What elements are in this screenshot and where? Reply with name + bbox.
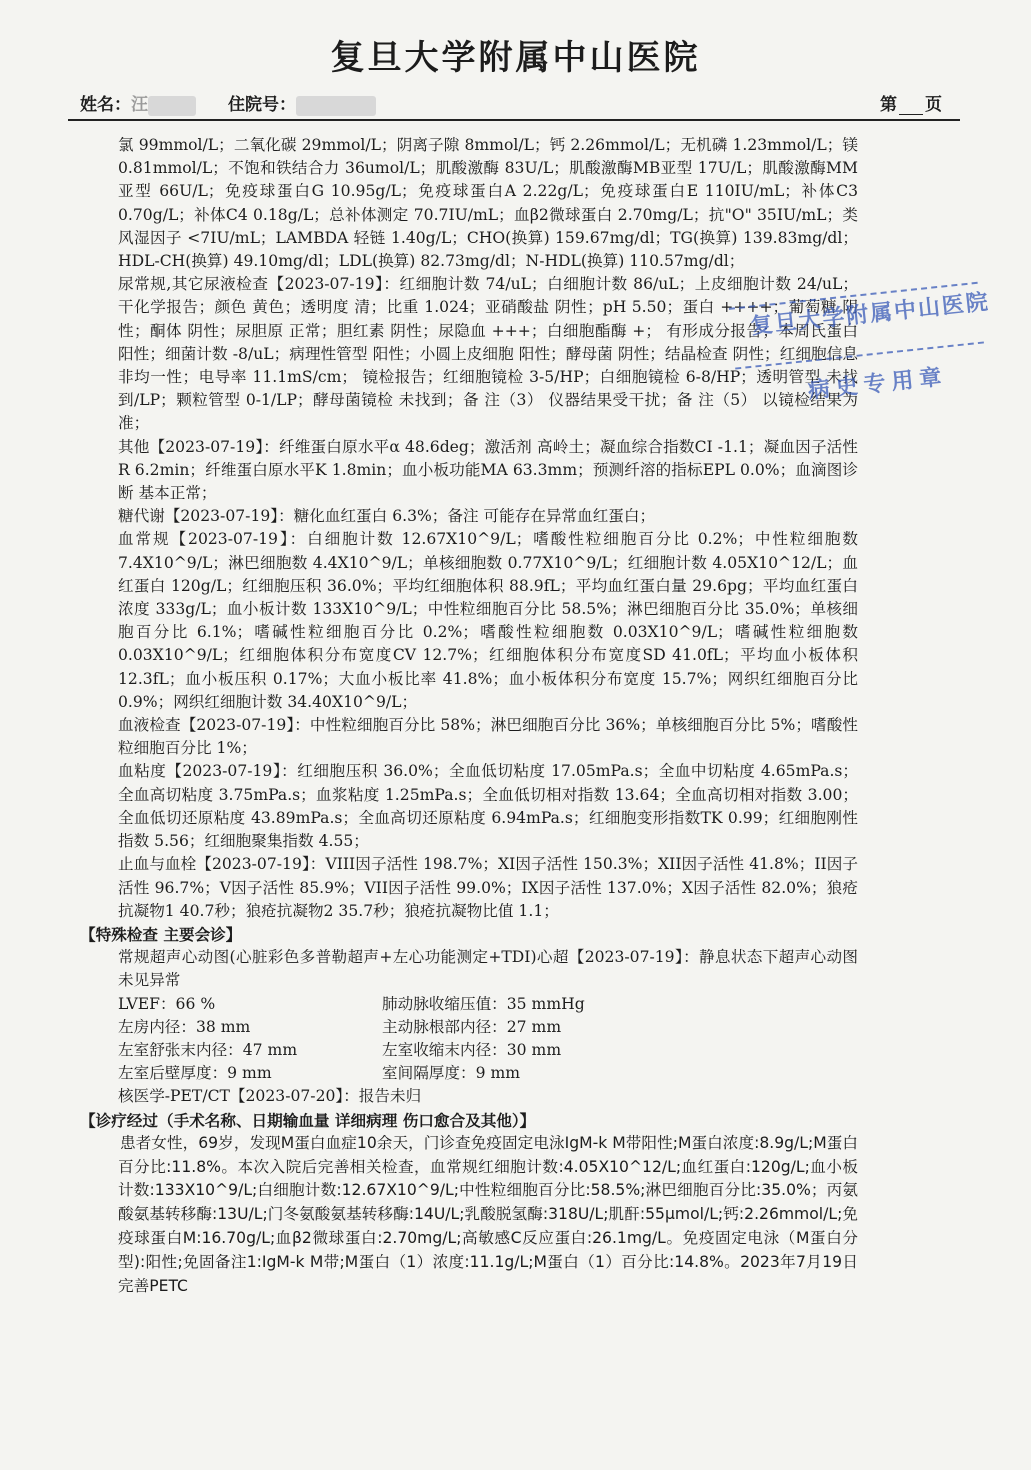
lab-blood-smear: 血液检查【2023-07-19】：中性粒细胞百分比 58%；淋巴细胞百分比 36%；单核细胞百分比 5%；嗜酸性粒细胞百分比 1%； <box>118 716 858 758</box>
admission-redaction <box>296 96 376 116</box>
lab-hemostasis: 止血与血栓【2023-07-19】：VIII因子活性 198.7%；XI因子活性 150.3%；XII因子活性 41.8%；II因子活性 96.7%；V因子活性 85.9%；VII因子活性 99.0%；IX因子活性 137.0%；X因子活性 82.0%；狼疮抗凝物1 40.7秒；狼疮抗凝物2 35.7秒；狼疮抗凝物比值 1.1； <box>118 855 858 920</box>
echo-title: 常规超声心动图(心脏彩色多普勒超声+左心功能测定+TDI)心超【2023-07-19】：静息状态下超声心动图未见异常 <box>118 948 858 990</box>
lab-viscosity: 血粘度【2023-07-19】：红细胞压积 36.0%；全血低切粘度 17.05mPa.s；全血中切粘度 4.65mPa.s；全血高切粘度 3.75mPa.s；血浆粘度 1.25mPa.s；全血低切相对指数 13.64；全血高切相对指数 3.00；全血低切还原粘度 43.89mPa.s；全血高切还原粘度 6.94mPa.s；红细胞变形指数TK 0.99；红细胞刚性指数 5.56；红细胞聚集指数 4.55； <box>118 762 858 851</box>
record-content <box>80 134 858 1298</box>
page-suffix: 页 <box>925 95 942 115</box>
page-prefix: 第 <box>880 95 897 115</box>
page-number <box>880 90 942 115</box>
hospital-title: 复旦大学附属中山医院 <box>330 38 701 78</box>
admission-number-field <box>228 90 376 116</box>
measure-lvpw: 左室后壁厚度：9 mm <box>118 1064 272 1083</box>
special-exam-heading: 【特殊检查 主要会诊】 <box>80 924 242 944</box>
name-partial: 汪 <box>131 95 148 115</box>
course-text: 患者女性，69岁，发现M蛋白血症10余天，门诊查免疫固定电泳IgM-k M带阳性;M蛋白浓度:8.9g/L;M蛋白百分比:11.8%。本次入院后完善相关检查，血常规红细胞计数:4.05X10^12/L;血红蛋白:120g/L;血小板计数:133X10^9/L;白细胞计数:12.67X10^9/L;中性粒细胞百分比:58.5%;淋巴细胞百分比:35.0%；丙氨酸氨基转移酶:13U/L;门冬氨酸氨基转移酶:14U/L;乳酸脱氢酶:318U/L;肌酐:55μmol/L;钙:2.26mmol/L;免疫球蛋白M:16.70g/L;血β2微球蛋白:2.70mg/L;高敏感C反应蛋白:26.1mg/L。免疫固定电泳（M蛋白分型):阳性;免固备注1:IgM-k M带;M蛋白（1）浓度:11.1g/L;M蛋白（1）百分比:14.8%。2023年7月19日完善PETC <box>118 1133 858 1295</box>
lab-coagulation-teg: 其他【2023-07-19】：纤维蛋白原水平α 48.6deg；激活剂 高岭土；凝血综合指数CI -1.1；凝血因子活性R 6.2min；纤维蛋白原水平K 1.8min；血小板功能MA 63.3mm；预测纤溶的指标EPL 0.0%；血滴图诊断 基本正常； <box>118 437 858 503</box>
lab-blood-routine: 血常规【2023-07-19】：白细胞计数 12.67X10^9/L；嗜酸性粒细胞百分比 0.2%；中性粒细胞数 7.4X10^9/L；淋巴细胞数 4.4X10^9/L；单核细胞数 0.77X10^9/L；红细胞计数 4.05X10^12/L；血红蛋白 120g/L；红细胞压积 36.0%；平均红细胞体积 88.9fL；平均血红蛋白量 29.6pg；平均血红蛋白浓度 333g/L；血小板计数 133X10^9/L；中性粒细胞百分比 58.5%；淋巴细胞百分比 35.0%；单核细胞百分比 6.1%；嗜碱性粒细胞百分比 0.2%；嗜酸性粒细胞数 0.03X10^9/L；嗜碱性粒细胞数 0.03X10^9/L；红细胞体积分布宽度CV 12.7%；红细胞体积分布宽度SD 41.0fL；平均血小板体积 12.3fL；血小板压积 0.17%；大血小板比率 41.8%；血小板体积分布宽度 15.7%；网织红细胞百分比 0.9%；网织红细胞计数 34.40X10^9/L； <box>118 530 858 711</box>
lab-urine: 尿常规,其它尿液检查【2023-07-19】：红细胞计数 74/uL；白细胞计数 86/uL；上皮细胞计数 24/uL； 干化学报告；颜色 黄色；透明度 清；比重 1.024；亚硝酸盐 阴性；pH 5.50；蛋白 ++++；葡萄糖 阴性；酮体 阴性；尿胆原 正常；胆红素 阴性；尿隐血 +++；白细胞酯酶 +； 有形成分报告；本周氏蛋白 阳性；细菌计数 -8/uL；病理性管型 阳性；小圆上皮细胞 阳性；酵母菌 阴性；结晶检查 阴性；红细胞信息 非均一性；电导率 11.1mS/cm； 镜检报告；红细胞镜检 3-5/HP；白细胞镜检 6-8/HP；透明管型 未找到/LP；颗粒管型 0-1/LP；酵母菌镜检 未找到；备 注（3） 仪器结果受干扰；备 注（5） 以镜检结果为准； <box>118 275 858 433</box>
measure-la: 左房内径：38 mm <box>118 1017 251 1036</box>
measure-lvedd: 左室舒张末内径：47 mm <box>118 1040 298 1059</box>
measure-lvesd: 左室收缩末内径：30 mm <box>382 1040 562 1059</box>
header-divider <box>68 119 960 121</box>
lab-glucose: 糖代谢【2023-07-19】：糖化血红蛋白 6.3%；备注 可能存在异常血红蛋白； <box>118 507 656 526</box>
name-label: 姓名： <box>80 95 131 115</box>
measure-pasp: 肺动脉收缩压值：35 mmHg <box>382 994 585 1013</box>
stamp-line1: 复旦大学附属中山医院 <box>749 289 992 340</box>
course-heading: 【诊疗经过（手术名称、日期输血量 详细病理 伤口愈合及其他）】 <box>80 1110 536 1130</box>
stamp-line2: 病史专用章 <box>806 364 949 405</box>
measure-ivs: 室间隔厚度：9 mm <box>382 1064 521 1083</box>
echo-measurements <box>118 993 858 1086</box>
petct-result: 核医学-PET/CT【2023-07-20】：报告未归 <box>118 1087 422 1106</box>
page-number-blank <box>899 96 923 115</box>
admission-label: 住院号： <box>228 95 296 115</box>
measure-lvef: LVEF：66 % <box>118 994 216 1013</box>
lab-chemistry: 氯 99mmol/L；二氧化碳 29mmol/L；阴离子隙 8mmol/L；钙 2.26mmol/L；无机磷 1.23mmol/L；镁 0.81mmol/L；不饱和铁结合力 36umol/L；肌酸激酶 83U/L；肌酸激酶MB亚型 17U/L；肌酸激酶MM亚型 66U/L；免疫球蛋白G 10.95g/L；免疫球蛋白A 2.22g/L；免疫球蛋白E 110IU/mL；补体C3 0.70g/L；补体C4 0.18g/L；总补体测定 70.7IU/mL；血β2微球蛋白 2.70mg/L；抗"O" 35IU/mL；类风湿因子 <7IU/mL；LAMBDA 轻链 1.40g/L；CHO(换算) 159.67mg/dl；TG(换算) 139.83mg/dl；HDL-CH(换算) 49.10mg/dl；LDL(换算) 82.73mg/dl；N-HDL(换算) 110.57mg/dl； <box>118 136 858 271</box>
patient-name-field <box>80 90 196 116</box>
measure-aortic-root: 主动脉根部内径：27 mm <box>382 1017 562 1036</box>
name-redaction <box>148 96 196 116</box>
